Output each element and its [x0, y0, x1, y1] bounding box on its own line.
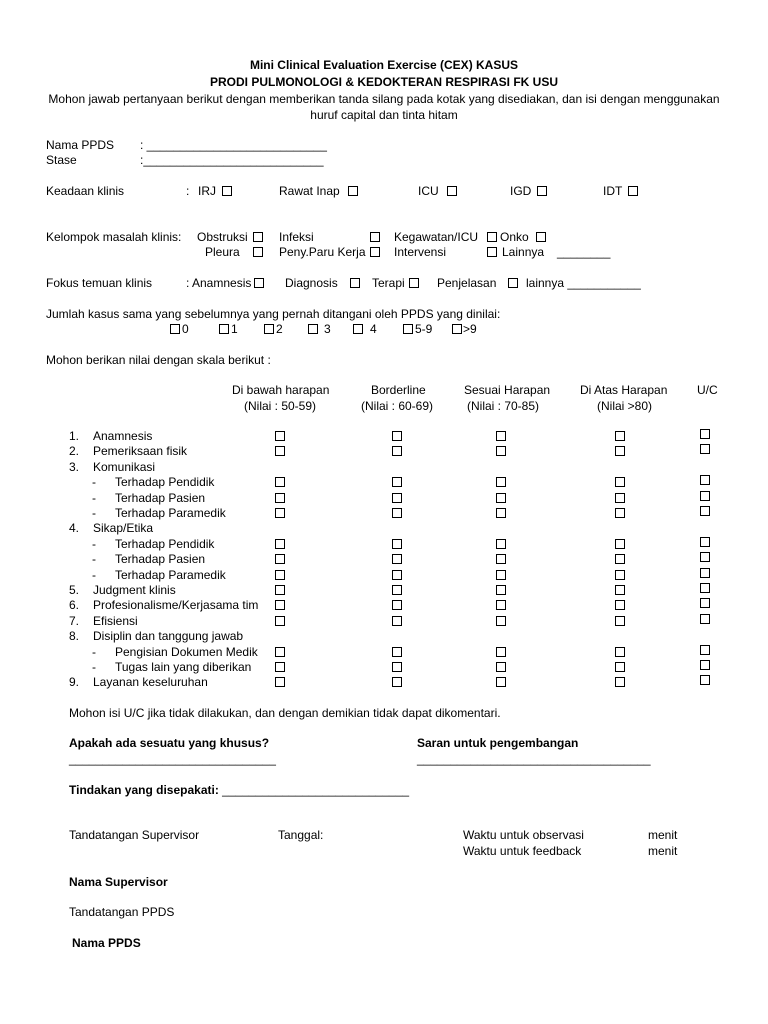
kelompok-infeksi-label: Infeksi — [279, 230, 314, 244]
rating-row-number: 4. — [69, 521, 80, 535]
rating-checkbox-uc[interactable] — [700, 552, 710, 562]
rating-checkbox-sesuai-harapan[interactable] — [496, 570, 506, 580]
rating-checkbox-uc[interactable] — [700, 506, 710, 516]
fokus-anamnesis-checkbox[interactable] — [254, 278, 264, 288]
rating-checkbox-sesuai-harapan[interactable] — [496, 493, 506, 503]
rating-checkbox-uc[interactable] — [700, 444, 710, 454]
rating-checkbox-uc[interactable] — [700, 475, 710, 485]
khusus-label: Apakah ada sesuatu yang khusus? — [69, 736, 270, 750]
col-di-atas-harapan-range: (Nilai >80) — [597, 399, 653, 413]
rating-row-number: 5. — [69, 583, 80, 597]
kelompok-pleura-checkbox[interactable] — [253, 247, 263, 257]
fokus-anamnesis-label: : Anamnesis — [186, 276, 252, 290]
kelompok-kegawatan-label: Kegawatan/ICU — [394, 230, 479, 244]
col-borderline-range: (Nilai : 60-69) — [361, 399, 434, 413]
nama-ppds-footer-label: Nama PPDS — [72, 936, 141, 950]
nama-supervisor-label: Nama Supervisor — [69, 875, 168, 889]
rating-checkbox-di-atas-harapan[interactable] — [615, 585, 625, 595]
kelompok-pleura-label: Pleura — [205, 245, 240, 259]
rating-checkbox-borderline[interactable] — [392, 570, 402, 580]
rating-row-label: Disiplin dan tanggung jawab — [93, 629, 244, 643]
rating-checkbox-borderline[interactable] — [392, 446, 402, 456]
rating-checkbox-di-atas-harapan[interactable] — [615, 570, 625, 580]
jumlah-0-label: 0 — [182, 322, 189, 336]
rating-checkbox-di-bawah-harapan[interactable] — [275, 662, 285, 672]
rating-checkbox-borderline[interactable] — [392, 539, 402, 549]
rating-row-label: Pemeriksaan fisik — [93, 444, 188, 458]
jumlah-3-checkbox[interactable] — [308, 324, 318, 334]
rating-checkbox-uc[interactable] — [700, 491, 710, 501]
col-di-bawah-harapan: Di bawah harapan — [232, 383, 330, 397]
col-di-atas-harapan: Di Atas Harapan — [580, 383, 668, 397]
rating-row-number: 6. — [69, 598, 80, 612]
rating-checkbox-di-atas-harapan[interactable] — [615, 477, 625, 487]
jumlah-1-checkbox[interactable] — [219, 324, 229, 334]
instruction-line-2: huruf capital dan tinta hitam — [310, 108, 458, 122]
khusus-field[interactable]: _______________________________ — [69, 752, 276, 766]
rating-row-label: Efisiensi — [93, 614, 138, 628]
rating-checkbox-borderline[interactable] — [392, 585, 402, 595]
jumlah-gt9-checkbox[interactable] — [452, 324, 462, 334]
rating-checkbox-di-bawah-harapan[interactable] — [275, 677, 285, 687]
rating-row-label: Terhadap Pendidik — [115, 537, 215, 551]
keadaan-icu-checkbox[interactable] — [447, 186, 457, 196]
rating-checkbox-di-bawah-harapan[interactable] — [275, 554, 285, 564]
kelompok-obstruksi-checkbox[interactable] — [253, 232, 263, 242]
rating-row-label: Komunikasi — [93, 460, 156, 474]
rating-row-label: Layanan keseluruhan — [93, 675, 208, 689]
rating-checkbox-di-atas-harapan[interactable] — [615, 600, 625, 610]
rating-checkbox-uc[interactable] — [700, 429, 710, 439]
form-subtitle: PRODI PULMONOLOGI & KEDOKTERAN RESPIRASI FK USU — [209, 75, 559, 89]
jumlah-5-9-checkbox[interactable] — [403, 324, 413, 334]
rating-checkbox-di-bawah-harapan[interactable] — [275, 585, 285, 595]
rating-checkbox-sesuai-harapan[interactable] — [496, 477, 506, 487]
rating-checkbox-sesuai-harapan[interactable] — [496, 662, 506, 672]
rating-checkbox-di-atas-harapan[interactable] — [615, 508, 625, 518]
keadaan-irj-checkbox[interactable] — [222, 186, 232, 196]
rating-row-number: - — [92, 552, 96, 566]
jumlah-1-label: 1 — [231, 322, 238, 336]
rating-checkbox-borderline[interactable] — [392, 477, 402, 487]
keadaan-idt-checkbox[interactable] — [628, 186, 638, 196]
rating-checkbox-uc[interactable] — [700, 537, 710, 547]
rating-row-number: - — [92, 506, 96, 520]
rating-checkbox-di-bawah-harapan[interactable] — [275, 600, 285, 610]
rating-checkbox-sesuai-harapan[interactable] — [496, 446, 506, 456]
rating-row-number: - — [92, 475, 96, 489]
uc-note: Mohon isi U/C jika tidak dilakukan, dan dengan demikian tidak dapat dikomentari. — [69, 706, 501, 720]
rating-checkbox-borderline[interactable] — [392, 508, 402, 518]
form-title: Mini Clinical Evaluation Exercise (CEX) KASUS — [249, 58, 519, 72]
rating-row-label: Terhadap Pasien — [115, 552, 206, 566]
menit-observasi-label: menit — [648, 828, 678, 842]
jumlah-gt9-label: >9 — [463, 322, 477, 336]
rating-checkbox-sesuai-harapan[interactable] — [496, 677, 506, 687]
rating-checkbox-uc[interactable] — [700, 614, 710, 624]
rating-row-label: Pengisian Dokumen Medik — [115, 645, 258, 659]
kelompok-lainnya-field[interactable]: ________ — [557, 245, 611, 259]
keadaan-colon: : — [186, 184, 190, 198]
kelompok-label: Kelompok masalah klinis: — [46, 230, 182, 244]
keadaan-idt-label: IDT — [603, 184, 623, 198]
rating-checkbox-borderline[interactable] — [392, 616, 402, 626]
rating-checkbox-borderline[interactable] — [392, 662, 402, 672]
rating-checkbox-sesuai-harapan[interactable] — [496, 508, 506, 518]
col-borderline: Borderline — [371, 383, 426, 397]
jumlah-3-label: 3 — [324, 322, 331, 336]
ttd-ppds-label: Tandatangan PPDS — [69, 905, 175, 919]
menit-feedback-label: menit — [648, 844, 678, 858]
rating-row-number: - — [92, 645, 96, 659]
keadaan-icu-label: ICU — [418, 184, 439, 198]
rating-checkbox-di-atas-harapan[interactable] — [615, 446, 625, 456]
rating-row-label: Tugas lain yang diberikan — [115, 660, 252, 674]
saran-label: Saran untuk pengembangan — [417, 736, 579, 750]
rating-row-label: Terhadap Paramedik — [115, 568, 226, 582]
kelompok-onko-label: Onko — [500, 230, 529, 244]
rating-checkbox-di-atas-harapan[interactable] — [615, 554, 625, 564]
jumlah-2-checkbox[interactable] — [264, 324, 274, 334]
fokus-diagnosis-checkbox[interactable] — [350, 278, 360, 288]
rating-checkbox-uc[interactable] — [700, 660, 710, 670]
stase-field[interactable]: :___________________________ — [140, 153, 324, 167]
ttd-supervisor-label: Tandatangan Supervisor — [69, 828, 200, 842]
col-sesuai-harapan-range: (Nilai : 70-85) — [467, 399, 540, 413]
rating-checkbox-sesuai-harapan[interactable] — [496, 616, 506, 626]
nama-ppds-field[interactable]: : ___________________________ — [140, 138, 327, 152]
rating-checkbox-di-atas-harapan[interactable] — [615, 539, 625, 549]
rating-row-number: - — [92, 491, 96, 505]
kelompok-infeksi-checkbox[interactable] — [370, 232, 380, 242]
fokus-terapi-label: Terapi — [372, 276, 405, 290]
rating-checkbox-di-atas-harapan[interactable] — [615, 662, 625, 672]
saran-field[interactable]: ___________________________________ — [417, 752, 651, 766]
jumlah-2-label: 2 — [276, 322, 283, 336]
kelompok-intervensi-label: Intervensi — [394, 245, 447, 259]
rating-checkbox-borderline[interactable] — [392, 431, 402, 441]
rating-checkbox-uc[interactable] — [700, 675, 710, 685]
rating-checkbox-di-bawah-harapan[interactable] — [275, 539, 285, 549]
keadaan-klinis-label: Keadaan klinis — [46, 184, 125, 198]
fokus-lainnya-label[interactable]: lainnya ___________ — [526, 276, 641, 290]
kelompok-lainnya-label: Lainnya — [502, 245, 545, 259]
col-sesuai-harapan: Sesuai Harapan — [464, 383, 551, 397]
col-uc: U/C — [697, 383, 718, 397]
fokus-penjelasan-checkbox[interactable] — [508, 278, 518, 288]
rating-checkbox-di-atas-harapan[interactable] — [615, 616, 625, 626]
instruction-line-1: Mohon jawab pertanyaan berikut dengan memberikan tanda silang pada kotak yang disediakan, dan isi dengan menggunakan — [48, 92, 720, 106]
rating-row-number: - — [92, 568, 96, 582]
tanggal-label: Tanggal: — [278, 828, 324, 842]
rating-row-number: - — [92, 537, 96, 551]
rating-row-label: Terhadap Pendidik — [115, 475, 215, 489]
rating-checkbox-sesuai-harapan[interactable] — [496, 600, 506, 610]
waktu-feedback-label: Waktu untuk feedback — [463, 844, 582, 858]
col-di-bawah-harapan-range: (Nilai : 50-59) — [244, 399, 317, 413]
rating-checkbox-sesuai-harapan[interactable] — [496, 585, 506, 595]
tindakan-label: Tindakan yang disepakati: — [69, 783, 223, 797]
keadaan-rawat-inap-label: Rawat Inap — [279, 184, 340, 198]
rating-checkbox-di-bawah-harapan[interactable] — [275, 431, 285, 441]
fokus-diagnosis-label: Diagnosis — [285, 276, 338, 290]
rating-row-label: Terhadap Paramedik — [115, 506, 226, 520]
rating-checkbox-di-atas-harapan[interactable] — [615, 493, 625, 503]
rating-checkbox-sesuai-harapan[interactable] — [496, 554, 506, 564]
rating-checkbox-di-bawah-harapan[interactable] — [275, 493, 285, 503]
rating-checkbox-borderline[interactable] — [392, 600, 402, 610]
rating-checkbox-di-bawah-harapan[interactable] — [275, 477, 285, 487]
kelompok-peny-paru-checkbox[interactable] — [370, 247, 380, 257]
rating-checkbox-sesuai-harapan[interactable] — [496, 647, 506, 657]
stase-label: Stase — [46, 153, 77, 167]
rating-checkbox-di-atas-harapan[interactable] — [615, 647, 625, 657]
rating-checkbox-uc[interactable] — [700, 568, 710, 578]
kelompok-onko-checkbox[interactable] — [536, 232, 546, 242]
keadaan-igd-label: IGD — [510, 184, 532, 198]
jumlah-5-9-label: 5-9 — [415, 322, 433, 336]
rating-row-label: Sikap/Etika — [93, 521, 154, 535]
skala-intro: Mohon berikan nilai dengan skala berikut : — [46, 353, 271, 367]
tindakan-field[interactable]: ____________________________ — [222, 783, 410, 797]
waktu-observasi-label: Waktu untuk observasi — [463, 828, 584, 842]
rating-checkbox-sesuai-harapan[interactable] — [496, 539, 506, 549]
rating-checkbox-di-bawah-harapan[interactable] — [275, 446, 285, 456]
rating-checkbox-uc[interactable] — [700, 598, 710, 608]
rating-row-label: Judgment klinis — [93, 583, 176, 597]
rating-row-number: 7. — [69, 614, 80, 628]
jumlah-kasus-question: Jumlah kasus sama yang sebelumnya yang pernah ditangani oleh PPDS yang dinilai: — [46, 307, 501, 321]
rating-checkbox-sesuai-harapan[interactable] — [496, 431, 506, 441]
rating-checkbox-uc[interactable] — [700, 583, 710, 593]
rating-checkbox-uc[interactable] — [700, 645, 710, 655]
rating-checkbox-di-bawah-harapan[interactable] — [275, 570, 285, 580]
kelompok-obstruksi-label: Obstruksi — [197, 230, 248, 244]
rating-row-number: 3. — [69, 460, 80, 474]
rating-checkbox-borderline[interactable] — [392, 647, 402, 657]
kelompok-kegawatan-checkbox[interactable] — [487, 232, 497, 242]
rating-checkbox-borderline[interactable] — [392, 677, 402, 687]
jumlah-4-checkbox[interactable] — [353, 324, 363, 334]
kelompok-peny-paru-label: Peny.Paru Kerja — [279, 245, 366, 259]
rating-row-label: Terhadap Pasien — [115, 491, 206, 505]
keadaan-rawat-inap-checkbox[interactable] — [348, 186, 358, 196]
rating-row-number: 9. — [69, 675, 80, 689]
jumlah-4-label: 4 — [370, 322, 377, 336]
rating-row-label: Anamnesis — [93, 429, 153, 443]
keadaan-igd-checkbox[interactable] — [537, 186, 547, 196]
rating-row-number: 8. — [69, 629, 80, 643]
rating-checkbox-di-bawah-harapan[interactable] — [275, 508, 285, 518]
kelompok-intervensi-checkbox[interactable] — [487, 247, 497, 257]
rating-checkbox-borderline[interactable] — [392, 493, 402, 503]
nama-ppds-label: Nama PPDS — [46, 138, 115, 152]
jumlah-0-checkbox[interactable] — [170, 324, 180, 334]
rating-row-number: - — [92, 660, 96, 674]
rating-checkbox-di-bawah-harapan[interactable] — [275, 647, 285, 657]
rating-checkbox-borderline[interactable] — [392, 554, 402, 564]
rating-checkbox-di-atas-harapan[interactable] — [615, 431, 625, 441]
rating-row-label: Profesionalisme/Kerjasama tim — [93, 598, 259, 612]
fokus-terapi-checkbox[interactable] — [409, 278, 419, 288]
keadaan-irj-label: IRJ — [198, 184, 216, 198]
rating-checkbox-di-atas-harapan[interactable] — [615, 677, 625, 687]
fokus-label: Fokus temuan klinis — [46, 276, 153, 290]
rating-checkbox-di-bawah-harapan[interactable] — [275, 616, 285, 626]
fokus-penjelasan-label: Penjelasan — [437, 276, 497, 290]
rating-row-number: 1. — [69, 429, 80, 443]
rating-row-number: 2. — [69, 444, 80, 458]
